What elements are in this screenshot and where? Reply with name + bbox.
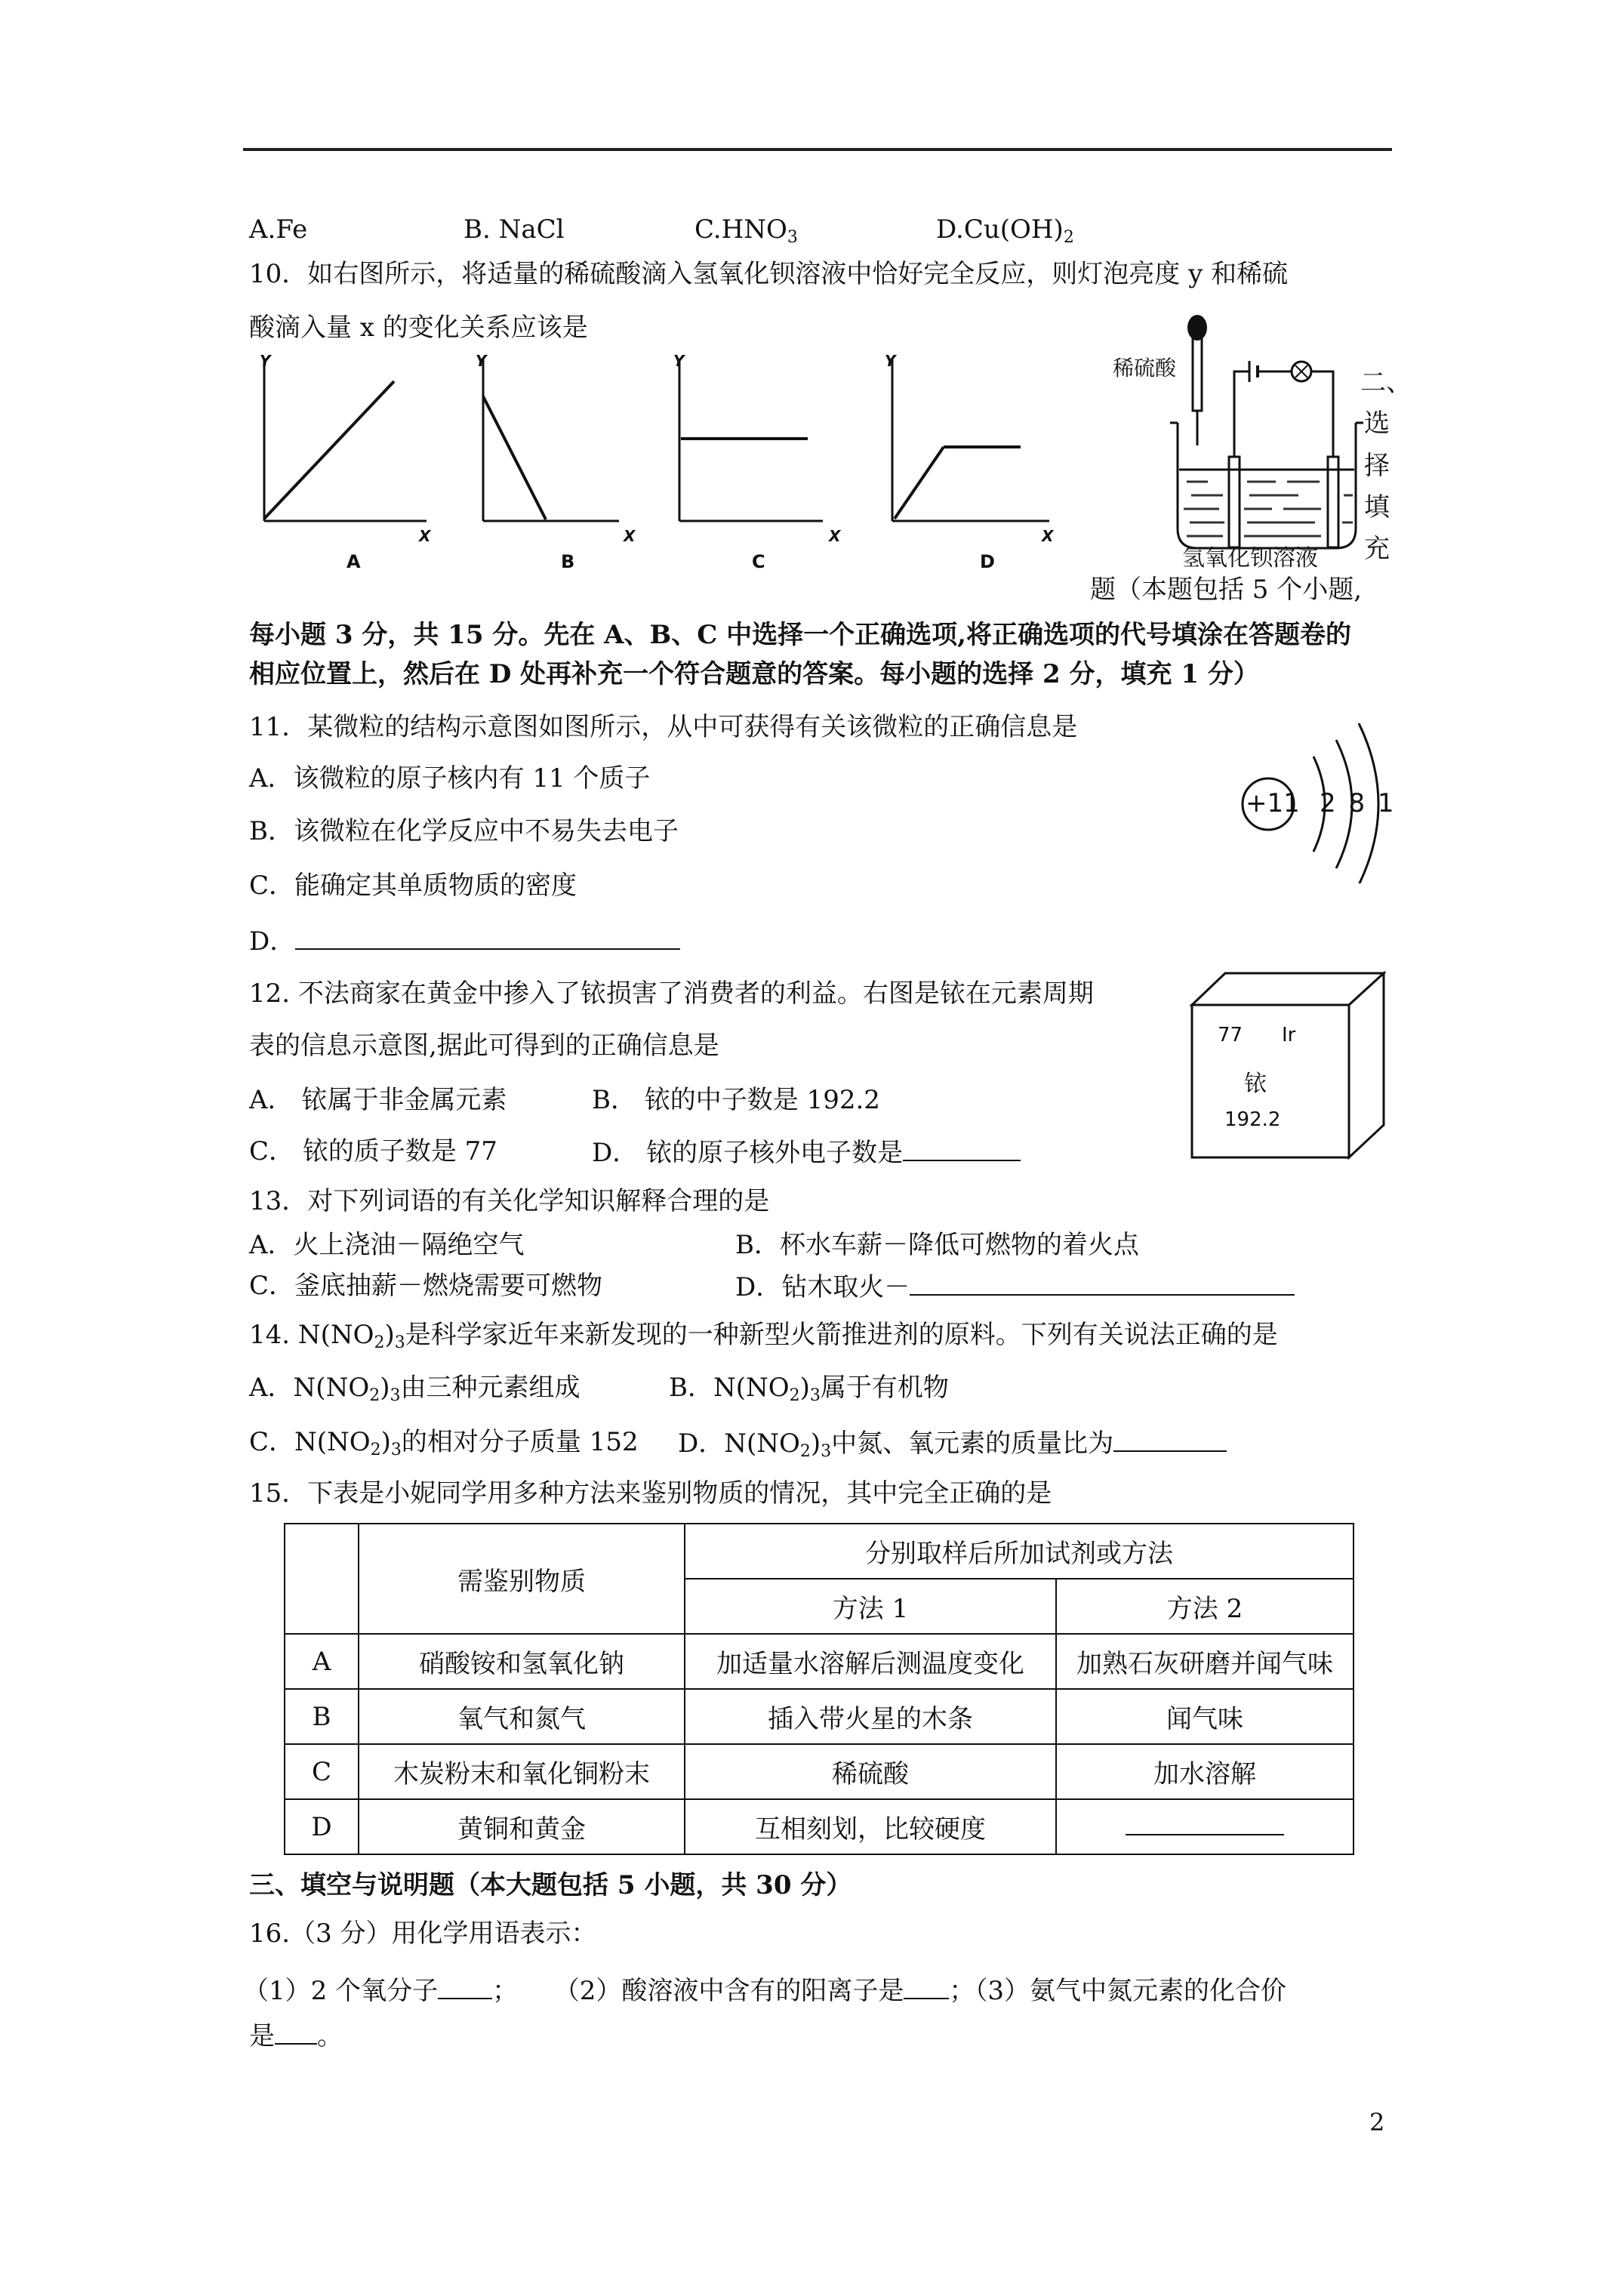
q16-stem: 16.（3 分）用化学用语表示： [249, 1918, 597, 1949]
section3-heading: 三、填空与说明题（本大题包括 5 小题，共 30 分） [249, 1870, 852, 1900]
table-row [285, 1799, 1354, 1854]
q16-line1: （1）2 个氧分子 ； （2）酸溶液中含有的阳离子是 ；（3）氨气中氮元素的化合价 [243, 1972, 1286, 2008]
section2-line3: 相应位置上，然后在 D 处再补充一个符合题意的答案。每小题的选择 2 分，填充 1 分） [249, 659, 1259, 689]
section2-char-2: 选 [1364, 408, 1390, 439]
q16-blank-1[interactable] [438, 1972, 492, 1999]
graph-b-x: X [624, 527, 636, 545]
table-row [285, 1744, 1354, 1799]
q12-line2: 表的信息示意图,据此可得到的正确信息是 [249, 1031, 719, 1061]
q15-answer-blank[interactable] [1126, 1811, 1284, 1835]
electrolysis-apparatus [1117, 310, 1366, 574]
graph-d-label: D [980, 551, 995, 572]
row-method1: 稀硫酸 [685, 1744, 1056, 1799]
q11-answer-blank[interactable] [295, 923, 680, 950]
section2-line2: 每小题 3 分，共 15 分。先在 A、B、C 中选择一个正确选项,将正确选项的代号填涂在答题卷的 [249, 620, 1352, 650]
table-row [285, 1634, 1354, 1689]
graph-c [679, 359, 823, 521]
table-header-method2: 方法 2 [1056, 1579, 1354, 1634]
q11-option-b: B．该微粒在化学反应中不易失去电子 [249, 816, 679, 846]
q16-blank-2[interactable] [904, 1972, 949, 1999]
element-name: 铱 [1244, 1071, 1267, 1097]
iridium-element-card [1189, 970, 1389, 1163]
apparatus-label-solution: 氢氧化钡溶液 [1182, 545, 1318, 572]
page-number: 2 [1369, 2108, 1385, 2137]
q9-option-c: $C.HNO_3$ [694, 214, 798, 247]
q11-option-c: C．能确定其单质物质的密度 [249, 871, 577, 901]
section2-char-4: 填 [1364, 492, 1390, 522]
q14-option-c: C．$N(NO_2)_3$的相对分子质量 152 [249, 1427, 639, 1459]
q15-table [284, 1523, 1354, 1855]
section2-char-5: 充 [1364, 534, 1390, 564]
table-header-methods: 分别取样后所加试剂或方法 [685, 1524, 1354, 1579]
section2-char-3: 择 [1364, 451, 1390, 481]
q11-option-d: D． [249, 923, 680, 959]
graph-b-label: B [561, 551, 575, 572]
q11-stem: 11．某微粒的结构示意图如图所示，从中可获得有关该微粒的正确信息是 [249, 712, 1078, 742]
q13-stem: 13．对下列词语的有关化学知识解释合理的是 [249, 1186, 770, 1216]
row-method1: 加适量水溶解后测温度变化 [685, 1634, 1056, 1689]
graph-d [892, 359, 1049, 521]
q12-option-c: C． 铱的质子数是 77 [249, 1136, 497, 1166]
q10-graphs [249, 351, 1095, 585]
graph-a [264, 359, 427, 521]
row-label: B [285, 1689, 359, 1744]
q10-line1: 10．如右图所示，将适量的稀硫酸滴入氢氧化钡溶液中恰好完全反应，则灯泡亮度 y 和稀硫 [249, 259, 1289, 289]
q14-answer-blank[interactable] [1113, 1425, 1227, 1452]
table-row [285, 1689, 1354, 1744]
element-atomic-mass: 192.2 [1224, 1108, 1281, 1131]
q12-line1: 12. 不法商家在黄金中掺入了铱损害了消费者的利益。右图是铱在元素周期 [249, 978, 1094, 1009]
table-header-method1: 方法 1 [685, 1579, 1056, 1634]
q16-blank-3[interactable] [275, 2017, 317, 2045]
q12-answer-blank[interactable] [903, 1134, 1021, 1161]
q13-option-c: C．釜底抽薪－燃烧需要可燃物 [249, 1271, 603, 1301]
row-method2 [1056, 1799, 1354, 1854]
q12-option-d: D． 铱的原子核外电子数是 [592, 1134, 1021, 1170]
graph-c-label: C [752, 551, 765, 572]
table-header-substance: 需鉴别物质 [359, 1524, 685, 1634]
graph-a-label: A [346, 551, 361, 572]
row-substance: 硝酸铵和氢氧化钠 [359, 1634, 685, 1689]
q12-option-b: B． 铱的中子数是 192.2 [592, 1085, 880, 1115]
q16-line2: 是 。 [249, 2017, 343, 2054]
header-rule [243, 148, 1392, 151]
section2-line1: 题（本题包括 5 个小题, [1090, 575, 1363, 605]
graph-a-y: Y [260, 352, 271, 370]
q13-option-d: D．钻木取火－ [735, 1268, 1295, 1305]
row-method1: 互相刻划，比较硬度 [685, 1799, 1056, 1854]
row-method2: 加水溶解 [1056, 1744, 1354, 1799]
graph-c-y: Y [673, 352, 685, 370]
row-substance: 黄铜和黄金 [359, 1799, 685, 1854]
row-method2: 加熟石灰研磨并闻气味 [1056, 1634, 1354, 1689]
table-corner-cell [285, 1524, 359, 1634]
row-label: C [285, 1744, 359, 1799]
q10-line2: 酸滴入量 x 的变化关系应该是 [249, 313, 588, 343]
q15-stem: 15．下表是小妮同学用多种方法来鉴别物质的情况，其中完全正确的是 [249, 1478, 1052, 1509]
q9-option-a: A.Fe [249, 214, 308, 245]
apparatus-label-acid: 稀硫酸 [1113, 356, 1177, 381]
q13-answer-blank[interactable] [910, 1268, 1295, 1296]
element-symbol: Ir [1282, 1024, 1296, 1046]
q13-option-a: A．火上浇油－隔绝空气 [249, 1230, 525, 1260]
graph-b [483, 359, 619, 521]
graph-d-y: Y [885, 352, 896, 370]
q14-stem: 14. $N(NO_2)_3$是科学家近年来新发现的一种新型火箭推进剂的原料。下列有关说法正确的是 [249, 1320, 1278, 1352]
q14-option-a: A．$N(NO_2)_3$由三种元素组成 [249, 1373, 581, 1405]
graph-a-x: X [419, 527, 431, 545]
q14-option-d: D．$N(NO_2)_3$中氮、氧元素的质量比为 [678, 1425, 1227, 1461]
graph-c-x: X [829, 527, 841, 545]
row-label: A [285, 1634, 359, 1689]
row-substance: 木炭粉末和氧化铜粉末 [359, 1744, 685, 1799]
graph-b-y: Y [476, 352, 487, 370]
row-method2: 闻气味 [1056, 1689, 1354, 1744]
q9-option-b: B. NaCl [463, 214, 565, 245]
q11-option-a: A．该微粒的原子核内有 11 个质子 [249, 763, 651, 794]
q13-option-b: B．杯水车薪－降低可燃物的着火点 [735, 1230, 1139, 1260]
element-atomic-number: 77 [1218, 1024, 1243, 1046]
section2-char-1: 二、 [1360, 368, 1412, 398]
q14-option-b: B．$N(NO_2)_3$属于有机物 [669, 1373, 949, 1405]
graph-d-x: X [1042, 527, 1054, 545]
row-substance: 氧气和氮气 [359, 1689, 685, 1744]
q9-option-d: $D.Cu(OH)_2$ [936, 214, 1074, 247]
atom-nucleus-charge: +11 [1246, 788, 1300, 818]
q12-option-a: A． 铱属于非金属元素 [249, 1085, 507, 1115]
row-method1: 插入带火星的木条 [685, 1689, 1056, 1744]
atom-electron-shells: 2 8 1 [1320, 788, 1394, 818]
row-label: D [285, 1799, 359, 1854]
